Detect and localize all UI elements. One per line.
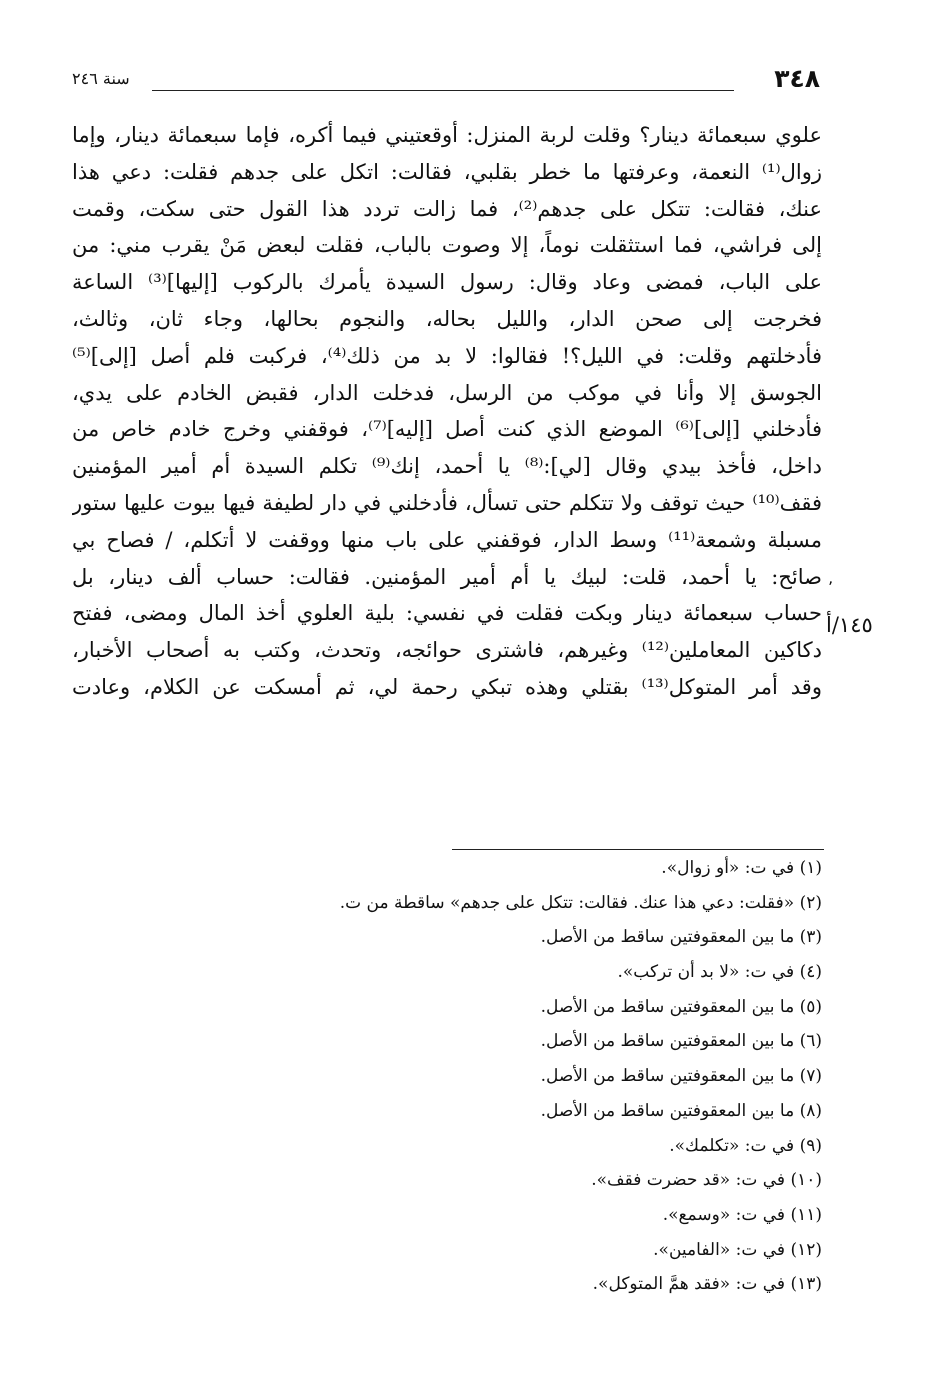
- margin-mark: ٬: [828, 578, 834, 597]
- main-text: [72, 117, 822, 706]
- footnote: (١) في ت: «أو زوال».: [661, 858, 822, 878]
- text-line: إلى فراشي، فما استثقلت نوماً، إلا وصوت بالباب، فقلت لبعض مَنْ يقرب مني: من: [72, 233, 822, 258]
- text-line: صائح: يا أحمد، قلت: لبيك يا أم أمير المؤمنين. فقالت: حساب ألف دينار، بل: [72, 564, 822, 589]
- running-head-year: سنة ٢٤٦: [72, 69, 130, 88]
- page-header: [72, 62, 820, 96]
- footnote: (١٠) في ت: «قد حضرت فقف».: [591, 1170, 822, 1191]
- text-line: وقد أمر المتوكل⁽¹³⁾ بقتلي وهذه تبكي رحمة لي، ثم أمسكت عن الكلام، وعادت: [72, 674, 822, 699]
- text-line: عنك، فقالت: تتكل على جدهم⁽²⁾، فما زالت تردد هذا القول حتى سكت، وقمت: [72, 196, 822, 221]
- page-number: ٣٤٨: [774, 64, 820, 93]
- text-line: زوال⁽¹⁾ النعمة، وعرفتها ما خطر بقلبي، فقالت: اتكل على جدهم فقلت: دعي هذا: [72, 159, 822, 184]
- footnote: (١١) في ت: «وسمع».: [662, 1204, 822, 1225]
- footnote: (١٣) في ت: «فقد همَّ المتوكل».: [592, 1274, 822, 1295]
- footnote: (٩) في ت: «تكلمك».: [669, 1135, 822, 1156]
- footnote: (٤) في ت: «لا بد أن تركب».: [617, 962, 822, 983]
- text-line: الجوسق إلا وأنا في موكب من الرسل، فدخلت الدار، فقبض الخادم على يدي،: [72, 380, 822, 405]
- text-line: على الباب، فمضى وعاد وقال: رسول السيدة يأمرك بالركوب [إليها]⁽³⁾ الساعة: [72, 270, 822, 295]
- footnote-separator: [452, 849, 824, 850]
- text-line: مسبلة وشمعة⁽¹¹⁾ وسط الدار، فوقفني على باب منها ووقفت لا أتكلم، / فصاح بي: [72, 527, 822, 552]
- footnotes: [202, 851, 822, 1302]
- footnote: (٨) ما بين المعقوفتين ساقط من الأصل.: [540, 1100, 822, 1121]
- footnote: (٢) «فقلت: دعي هذا عنك. فقالت: تتكل على جدهم» ساقطة من ت.: [339, 892, 822, 913]
- footnote: (٧) ما بين المعقوفتين ساقط من الأصل.: [540, 1066, 822, 1087]
- text-line: علوي سبعمائة دينار؟ وقلت لربة المنزل: أوقعتيني فيما أكره، فإما سبعمائة دينار، وإما: [72, 123, 822, 147]
- footnote: (١٢) في ت: «الفامين».: [653, 1239, 822, 1260]
- text-line: فقف⁽¹⁰⁾ حيث توقف ولا تتكلم حتى تسأل، فأدخلني في دار لطيفة فيها بيوت عليها ستور: [72, 490, 822, 515]
- footnote: (٥) ما بين المعقوفتين ساقط من الأصل.: [540, 996, 822, 1017]
- text-line: فأدخلتهم وقلت: في الليل؟! فقالوا: لا بد من ذلك⁽⁴⁾، فركبت فلم أصل [إلى]⁽⁵⁾: [72, 343, 822, 368]
- folio-marker: ١٤٥/أ: [826, 613, 873, 637]
- text-line: داخل، فأخذ بيدي وقال [لي]:⁽⁸⁾ يا أحمد، إنك⁽⁹⁾ تكلم السيدة أم أمير المؤمنين: [72, 454, 822, 479]
- text-line: دكاكين المعاملين⁽¹²⁾ وغيرهم، فاشترى حوائجه، وتحدث، وكتب به أصحاب الأخبار،: [72, 638, 822, 663]
- text-line: فخرجت إلى صحن الدار، والليل بحاله، والنجوم بحالها، وجاء ثان، وثالث،: [72, 306, 822, 331]
- header-rule: [152, 90, 734, 91]
- footnote: (٦) ما بين المعقوفتين ساقط من الأصل.: [540, 1031, 822, 1052]
- text-line: فأدخلني [إلى]⁽⁶⁾ الموضع الذي كنت أصل [إليه]⁽⁷⁾، فوقفني وخرج خادم خاص من: [72, 417, 822, 442]
- text-line: حساب سبعمائة دينار وبكت فقلت في نفسي: بلية العلوي أخذ المال ومضى، ففتح: [72, 601, 822, 626]
- footnote: (٣) ما بين المعقوفتين ساقط من الأصل.: [540, 927, 822, 948]
